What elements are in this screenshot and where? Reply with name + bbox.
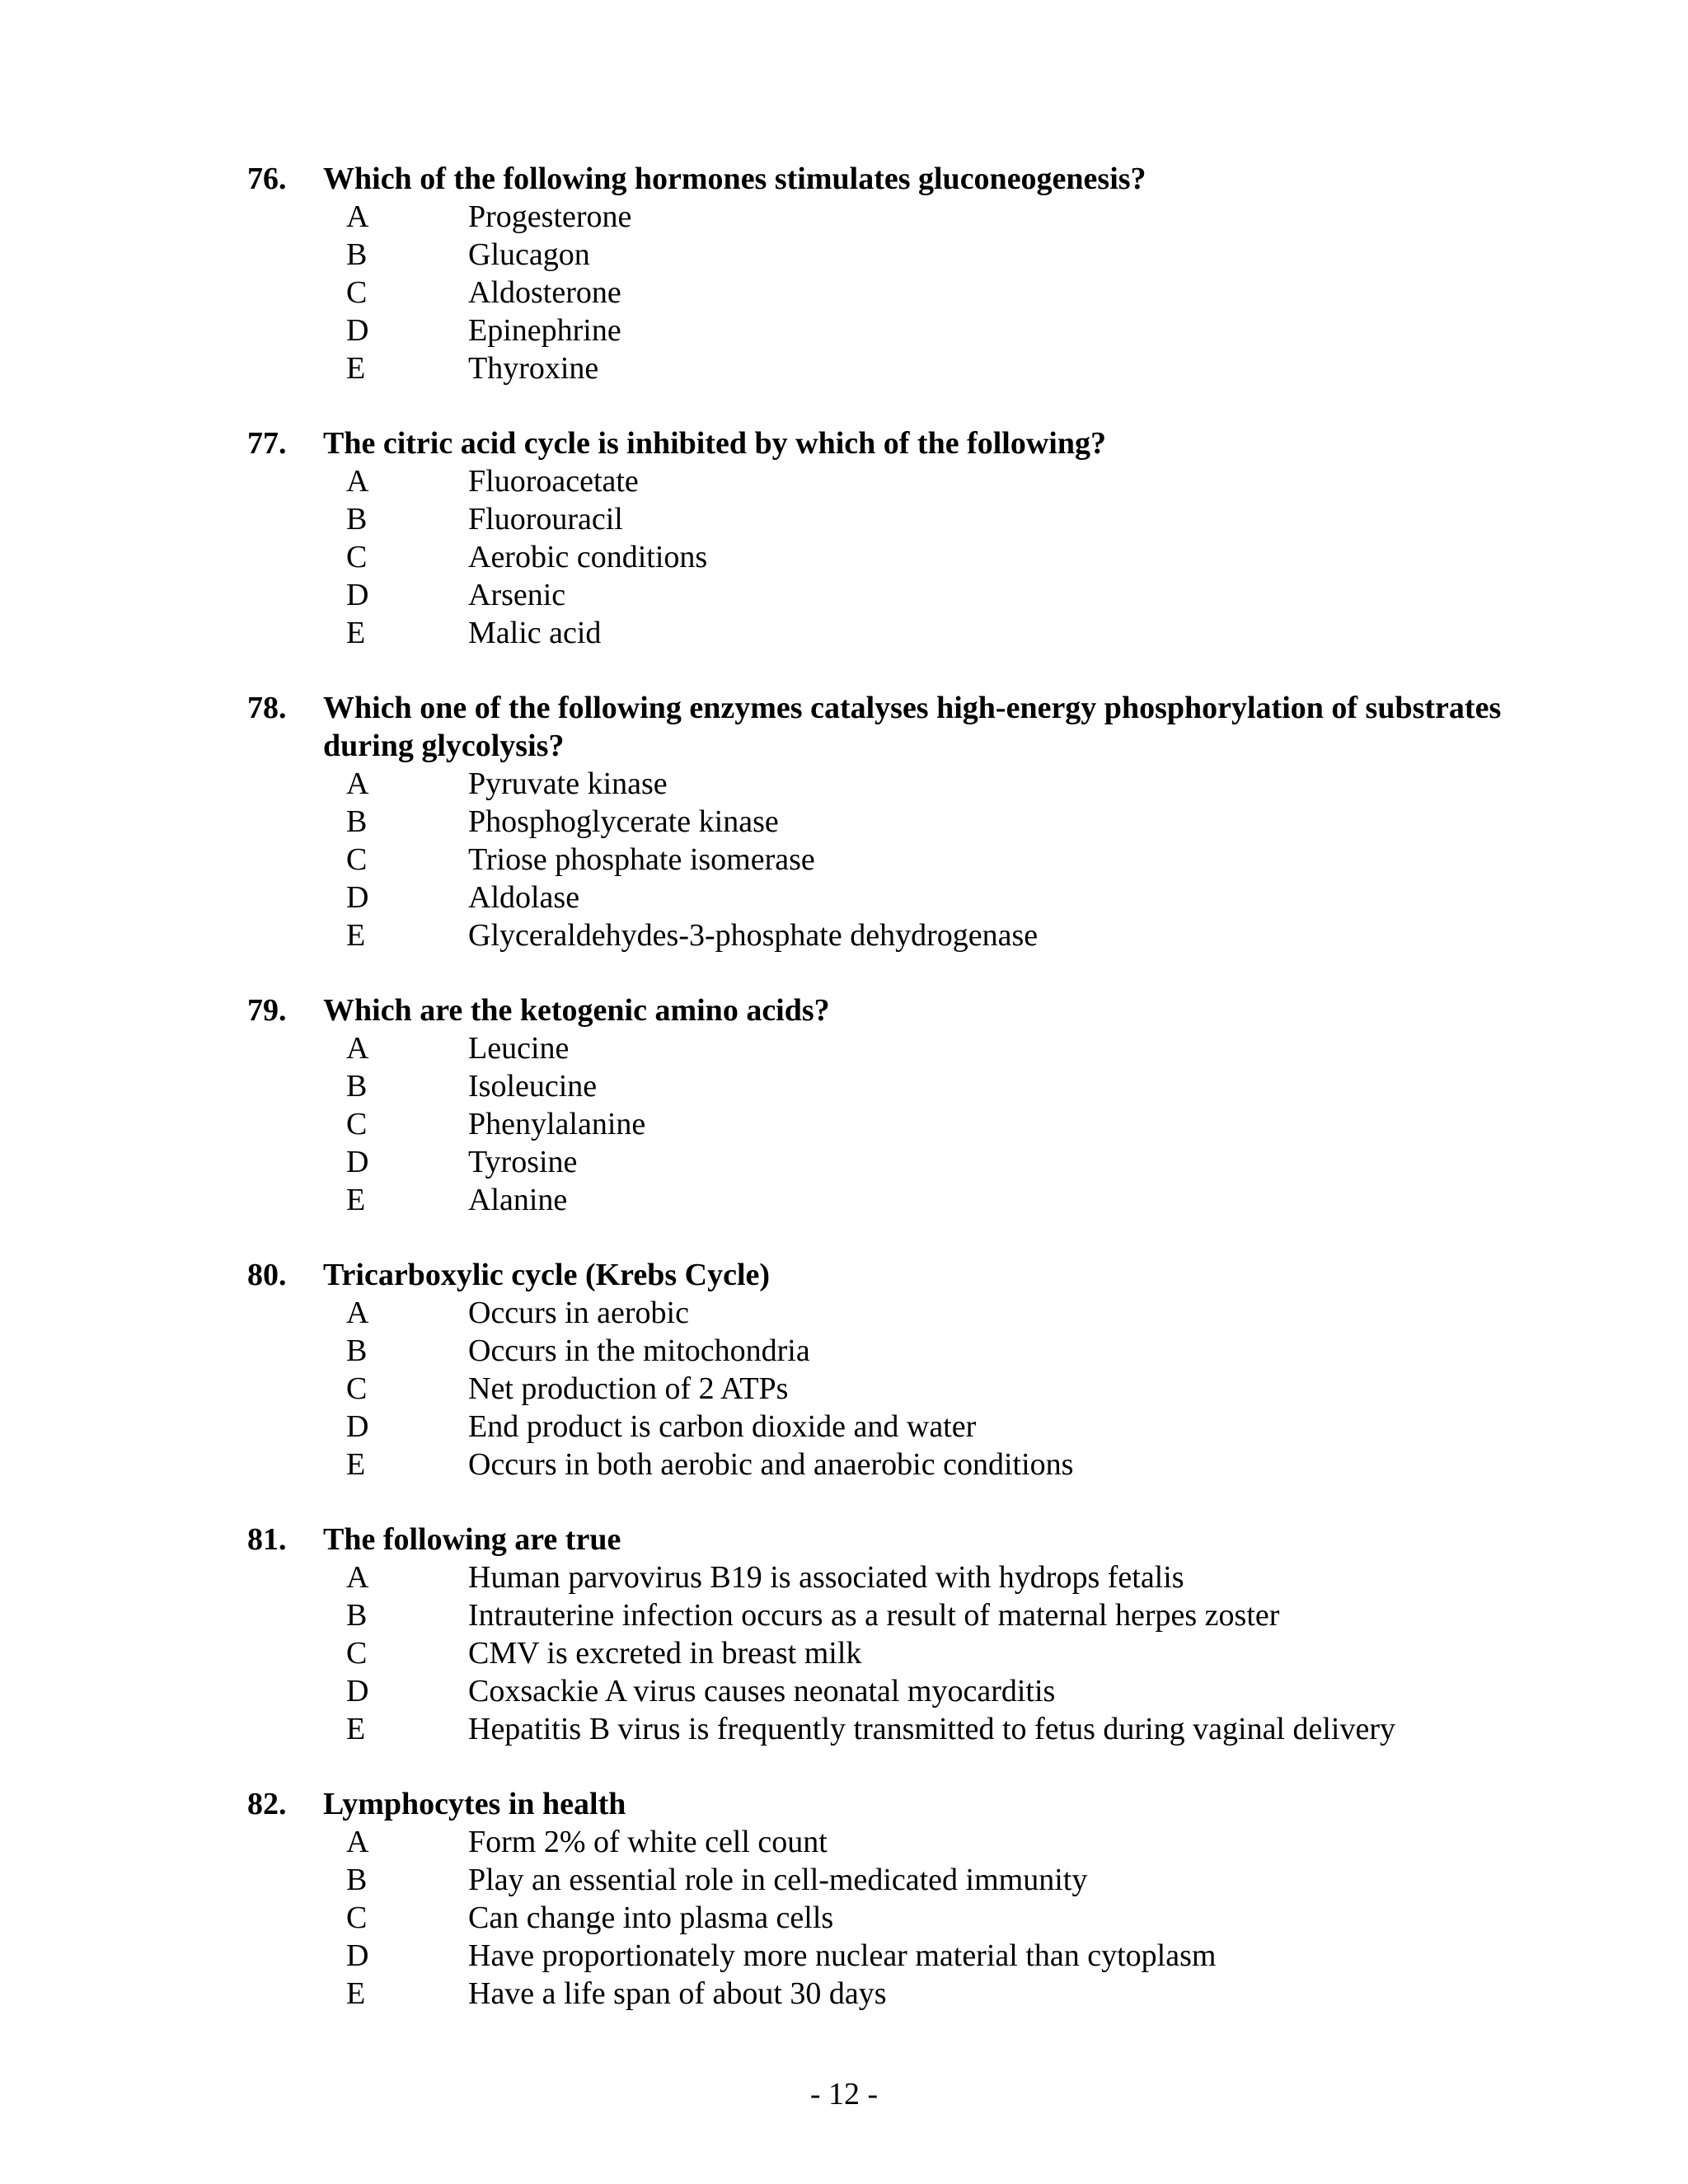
option-letter: D <box>346 1674 369 1708</box>
option-text: Coxsackie A virus causes neonatal myocarditis <box>468 1674 1056 1708</box>
option-d <box>247 1143 1533 1181</box>
option-letter: A <box>346 1296 369 1330</box>
option-a <box>247 1294 1533 1332</box>
option-e <box>247 916 1533 954</box>
option-letter: B <box>346 1863 368 1897</box>
question-header <box>247 160 1533 198</box>
option-text: Glyceraldehydes-3-phosphate dehydrogenase <box>468 918 1039 953</box>
option-text: Aldolase <box>468 880 580 915</box>
option-text: Malic acid <box>468 616 602 650</box>
option-text: Phenylalanine <box>468 1107 646 1141</box>
option-text: Arsenic <box>468 578 566 612</box>
option-letter: D <box>346 1938 369 1973</box>
option-c <box>247 841 1533 879</box>
option-text: Thyroxine <box>468 351 599 386</box>
option-letter: A <box>346 1031 369 1066</box>
option-text: Aldosterone <box>468 275 621 310</box>
option-letter: C <box>346 1900 368 1935</box>
option-b <box>247 1861 1533 1899</box>
option-letter: E <box>346 1447 366 1482</box>
question-78 <box>247 689 1533 954</box>
question-text: Which are the ketogenic amino acids? <box>323 993 830 1028</box>
option-letter: D <box>346 578 369 612</box>
option-c <box>247 538 1533 576</box>
question-76 <box>247 160 1533 387</box>
option-text: Glucagon <box>468 237 590 272</box>
option-e <box>247 1975 1533 2013</box>
question-80 <box>247 1256 1533 1483</box>
question-number: 80. <box>247 1258 287 1292</box>
option-d <box>247 1672 1533 1710</box>
option-text: Occurs in aerobic <box>468 1296 689 1330</box>
option-text: Pyruvate kinase <box>468 766 668 801</box>
option-text: Occurs in both aerobic and anaerobic conditions <box>468 1447 1074 1482</box>
option-text: Tyrosine <box>468 1145 578 1179</box>
question-number: 81. <box>247 1522 287 1557</box>
option-b <box>247 803 1533 841</box>
page-number: - 12 - <box>809 2077 879 2111</box>
question-number: 79. <box>247 993 287 1028</box>
option-text: Can change into plasma cells <box>468 1900 834 1935</box>
option-text: Triose phosphate isomerase <box>468 842 815 877</box>
question-79 <box>247 991 1533 1219</box>
option-letter: B <box>346 237 368 272</box>
question-77 <box>247 424 1533 652</box>
question-text: The citric acid cycle is inhibited by which of the following? <box>323 426 1106 461</box>
option-letter: B <box>346 804 368 839</box>
option-text: Intrauterine infection occurs as a result of maternal herpes zoster <box>468 1598 1280 1633</box>
option-b <box>247 236 1533 274</box>
option-text: Form 2% of white cell count <box>468 1825 828 1859</box>
option-text: Fluoroacetate <box>468 464 639 499</box>
option-letter: E <box>346 351 366 386</box>
question-81 <box>247 1521 1533 1748</box>
option-b <box>247 500 1533 538</box>
question-number: 78. <box>247 691 287 725</box>
option-letter: B <box>346 502 368 537</box>
option-letter: C <box>346 275 368 310</box>
option-letter: C <box>346 540 368 574</box>
option-letter: A <box>346 464 369 499</box>
option-a <box>247 198 1533 236</box>
question-text: Which of the following hormones stimulates gluconeogenesis? <box>323 162 1146 196</box>
option-text: Have proportionately more nuclear material than cytoplasm <box>468 1938 1217 1973</box>
option-text: Leucine <box>468 1031 570 1066</box>
option-text: Play an essential role in cell-medicated immunity <box>468 1863 1088 1897</box>
question-text: Which one of the following enzymes catalyses high-energy phosphorylation of substrates during glycolysis? <box>323 691 1502 763</box>
question-82 <box>247 1785 1533 2013</box>
option-a <box>247 1558 1533 1596</box>
option-text: Have a life span of about 30 days <box>468 1976 887 2011</box>
option-text: Net production of 2 ATPs <box>468 1371 789 1406</box>
option-d <box>247 312 1533 349</box>
option-c <box>247 274 1533 312</box>
option-letter: D <box>346 880 369 915</box>
option-d <box>247 1937 1533 1975</box>
option-letter: B <box>346 1333 368 1368</box>
option-text: Isoleucine <box>468 1069 598 1104</box>
question-header <box>247 689 1533 765</box>
option-text: Alanine <box>468 1183 568 1217</box>
option-b <box>247 1596 1533 1634</box>
option-text: Phosphoglycerate kinase <box>468 804 779 839</box>
question-header <box>247 1785 1533 1823</box>
option-letter: C <box>346 1636 368 1671</box>
option-a <box>247 1029 1533 1067</box>
option-e <box>247 349 1533 387</box>
option-text: Fluorouracil <box>468 502 623 537</box>
option-a <box>247 765 1533 803</box>
question-header <box>247 991 1533 1029</box>
option-d <box>247 1408 1533 1446</box>
option-text: Hepatitis B virus is frequently transmitted to fetus during vaginal delivery <box>468 1712 1395 1746</box>
option-letter: E <box>346 1712 366 1746</box>
option-e <box>247 1446 1533 1483</box>
option-letter: B <box>346 1598 368 1633</box>
option-letter: A <box>346 199 369 234</box>
option-e <box>247 1710 1533 1748</box>
question-header <box>247 1521 1533 1558</box>
option-text: Human parvovirus B19 is associated with hydrops fetalis <box>468 1560 1184 1595</box>
option-text: Occurs in the mitochondria <box>468 1333 810 1368</box>
option-letter: E <box>346 1976 366 2011</box>
option-a <box>247 462 1533 500</box>
option-text: Progesterone <box>468 199 632 234</box>
option-b <box>247 1067 1533 1105</box>
question-number: 82. <box>247 1787 287 1821</box>
option-letter: C <box>346 1371 368 1406</box>
option-c <box>247 1899 1533 1937</box>
option-e <box>247 1181 1533 1219</box>
option-letter: B <box>346 1069 368 1104</box>
option-d <box>247 879 1533 916</box>
option-text: Epinephrine <box>468 313 621 348</box>
option-letter: D <box>346 313 369 348</box>
option-letter: A <box>346 766 369 801</box>
option-text: Aerobic conditions <box>468 540 708 574</box>
option-letter: C <box>346 1107 368 1141</box>
option-c <box>247 1634 1533 1672</box>
option-letter: A <box>346 1560 369 1595</box>
option-a <box>247 1823 1533 1861</box>
option-b <box>247 1332 1533 1370</box>
question-number: 76. <box>247 162 287 196</box>
question-text: Tricarboxylic cycle (Krebs Cycle) <box>323 1258 771 1292</box>
option-text: End product is carbon dioxide and water <box>468 1409 977 1444</box>
question-number: 77. <box>247 426 287 461</box>
option-letter: C <box>346 842 368 877</box>
question-text: The following are true <box>323 1522 621 1557</box>
option-letter: D <box>346 1409 369 1444</box>
option-e <box>247 614 1533 652</box>
option-letter: D <box>346 1145 369 1179</box>
option-c <box>247 1370 1533 1408</box>
question-header <box>247 1256 1533 1294</box>
option-d <box>247 576 1533 614</box>
option-letter: A <box>346 1825 369 1859</box>
question-text: Lymphocytes in health <box>323 1787 626 1821</box>
question-header <box>247 424 1533 462</box>
option-c <box>247 1105 1533 1143</box>
question-list <box>247 160 1533 2050</box>
option-letter: E <box>346 918 366 953</box>
option-letter: E <box>346 616 366 650</box>
option-text: CMV is excreted in breast milk <box>468 1636 862 1671</box>
option-letter: E <box>346 1183 366 1217</box>
